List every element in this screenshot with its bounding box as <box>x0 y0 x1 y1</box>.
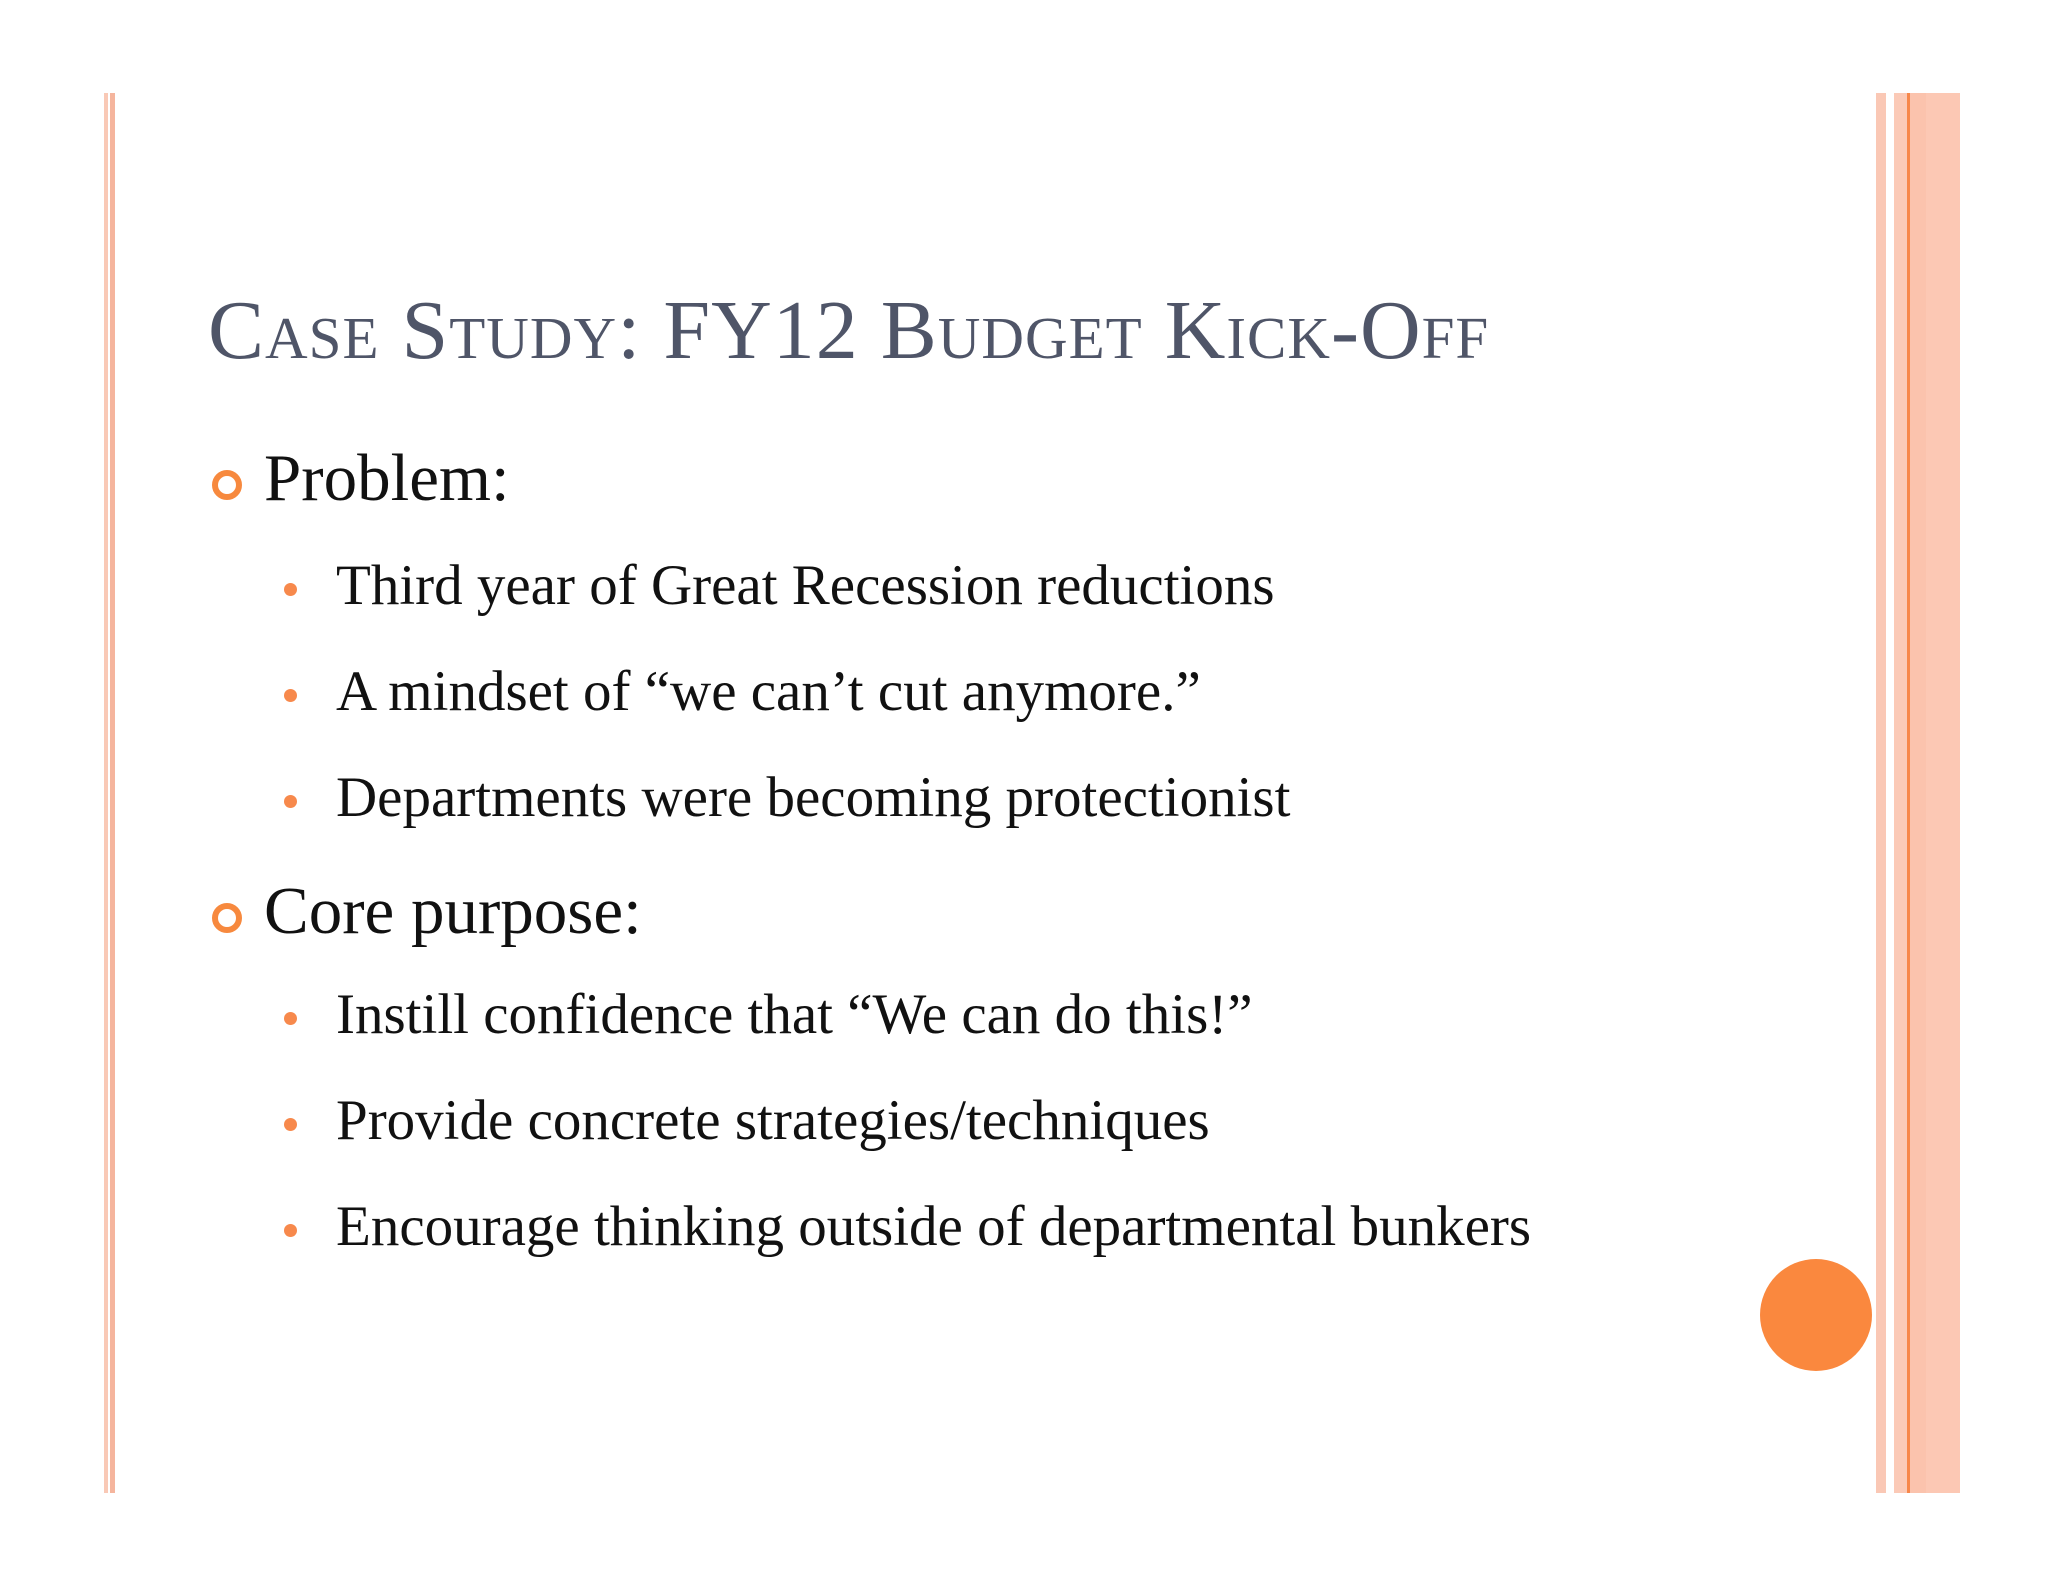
dot-bullet-icon <box>284 795 297 808</box>
ring-bullet-icon <box>212 470 242 500</box>
left-border-line <box>104 93 108 1493</box>
dot-bullet-icon <box>284 583 297 596</box>
dot-bullet-icon <box>284 1012 297 1025</box>
slide-title: Case Study: FY12 Budget Kick-Off <box>208 284 1490 377</box>
band-stripe <box>1926 93 1960 1493</box>
bullet-label: Problem: <box>264 441 510 515</box>
band-stripe <box>1910 93 1926 1493</box>
sub-bullet-text: Provide concrete strategies/techniques <box>336 1089 1210 1152</box>
dot-bullet-icon <box>284 1118 297 1131</box>
sub-bullet-text: Departments were becoming protectionist <box>336 766 1291 829</box>
sub-bullet-text: Encourage thinking outside of departmental bunkers <box>336 1195 1532 1258</box>
band-stripe <box>1894 93 1907 1493</box>
right-decorative-band <box>1876 93 1960 1493</box>
sub-bullet-text: Third year of Great Recession reductions <box>336 554 1275 617</box>
sub-bullet-text: Instill confidence that “We can do this!” <box>336 983 1253 1046</box>
ring-bullet-icon <box>212 903 242 933</box>
band-stripe <box>1876 93 1886 1493</box>
decorative-orange-circle <box>1760 1259 1872 1371</box>
dot-bullet-icon <box>284 689 297 702</box>
bullet-label: Core purpose: <box>264 874 642 948</box>
sub-bullet-text: A mindset of “we can’t cut anymore.” <box>336 660 1201 723</box>
dot-bullet-icon <box>284 1224 297 1237</box>
left-border-line <box>110 93 115 1493</box>
